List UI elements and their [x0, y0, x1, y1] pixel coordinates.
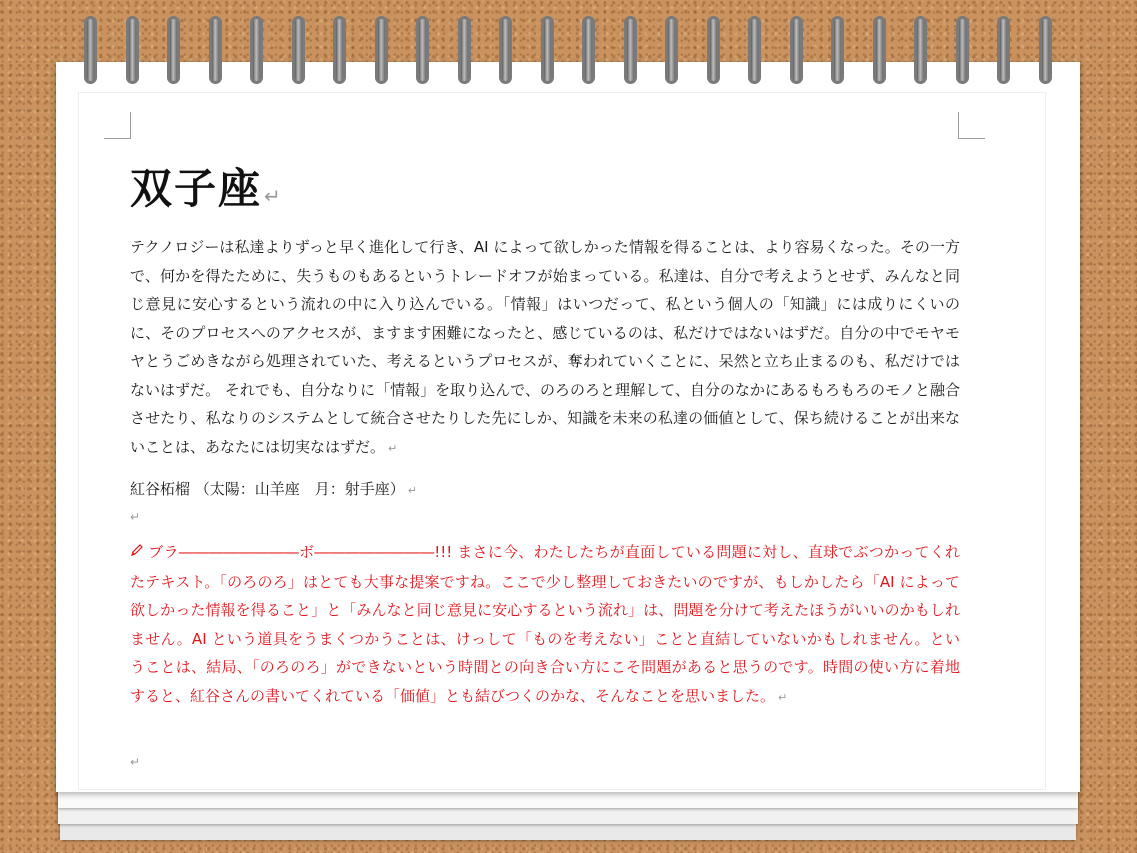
essay-text: テクノロジーは私達よりずっと早く進化して行き、AI によって欲しかった情報を得ることは、より容易くなった。その一方で、何かを得たために、失うものもあるというトレードオフが始まっている。私達は、自分で考えようとせず、みんなと同じ意見に安心するという流れの中に入り込んでいる。「情報」はいつだって、私という個人の「知識」には成りにくいのに、そのプロセスへのアクセスが、ますます困難になったと、感じているのは、私だけではないはずだ。自分の中でモヤモヤとうごめきながら処理されていた、考えるというプロセスが、奪われていくことに、呆然と立ち止まるのも、私だけではないはずだ。 それでも、自分なりに「情報」を取り込んで、のろのろと理解して、自分のなかにあるもろもろのモノと融合させたり、私なりのシステムとして統合させたりした先にしか、知識を未来の私達の価値として、保ち続けることが出来ないことは、あなたには切実なはずだ。 — [130, 238, 960, 456]
review-comment — [130, 538, 960, 712]
spiral-ring-icon — [84, 16, 97, 84]
spiral-ring-icon — [707, 16, 720, 84]
spiral-ring-icon — [1039, 16, 1052, 84]
spiral-ring-icon — [914, 16, 927, 84]
essay-paragraph — [130, 233, 960, 463]
spiral-binding — [0, 0, 1137, 100]
empty-paragraph-mark-icon: ↵ — [130, 755, 141, 769]
comment-text: ブラ――――――――ボ――――――――!!! まさに今、わたしたちが直面している問題に対し、直球でぶつかってくれたテキスト。「のろのろ」はとても大事な提案ですね。ここで少し整理しておきたいのですが、もしかしたら「AI によって欲しかった情報を得ること」と「みんなと同じ意見に安心するという流れ」は、問題を分けて考えたほうがいいのかもしれません。AI という道具をうまくつかうことは、けっして「ものを考えない」ことと直結していないかもしれません。ということは、結局、「のろのろ」ができないという時間との向き合い方にこそ問題があると思うのです。時間の使い方に着地すると、紅谷さんの書いてくれている「価値」とも結びつくのかな、そんなことを思いました。 — [130, 543, 960, 705]
spiral-ring-icon — [375, 16, 388, 84]
spiral-ring-icon — [624, 16, 637, 84]
return-mark-icon: ↵ — [407, 484, 417, 497]
spiral-ring-icon — [582, 16, 595, 84]
spiral-ring-icon — [333, 16, 346, 84]
spiral-ring-icon — [873, 16, 886, 84]
return-mark-icon: ↵ — [778, 690, 788, 704]
spiral-ring-icon — [790, 16, 803, 84]
spiral-ring-icon — [665, 16, 678, 84]
author-line — [130, 478, 417, 499]
spiral-ring-icon — [499, 16, 512, 84]
spiral-ring-icon — [956, 16, 969, 84]
return-mark-icon: ↵ — [264, 184, 283, 208]
spiral-ring-icon — [250, 16, 263, 84]
spiral-ring-icon — [541, 16, 554, 84]
spiral-ring-icon — [458, 16, 471, 84]
spiral-ring-icon — [292, 16, 305, 84]
title-text: 双子座 — [130, 164, 263, 213]
author-text: 紅谷柘榴 （太陽：山羊座 月：射手座） — [130, 480, 405, 498]
crop-mark-top-right — [958, 112, 985, 139]
spiral-ring-icon — [416, 16, 429, 84]
crop-mark-top-left — [104, 112, 131, 139]
pencil-icon — [130, 539, 144, 568]
spiral-ring-icon — [126, 16, 139, 84]
spiral-ring-icon — [167, 16, 180, 84]
spiral-ring-icon — [209, 16, 222, 84]
spiral-ring-icon — [997, 16, 1010, 84]
spiral-ring-icon — [831, 16, 844, 84]
return-mark-icon: ↵ — [388, 441, 398, 455]
page-title — [130, 156, 283, 216]
spiral-ring-icon — [748, 16, 761, 84]
empty-paragraph-mark-icon: ↵ — [130, 510, 141, 524]
